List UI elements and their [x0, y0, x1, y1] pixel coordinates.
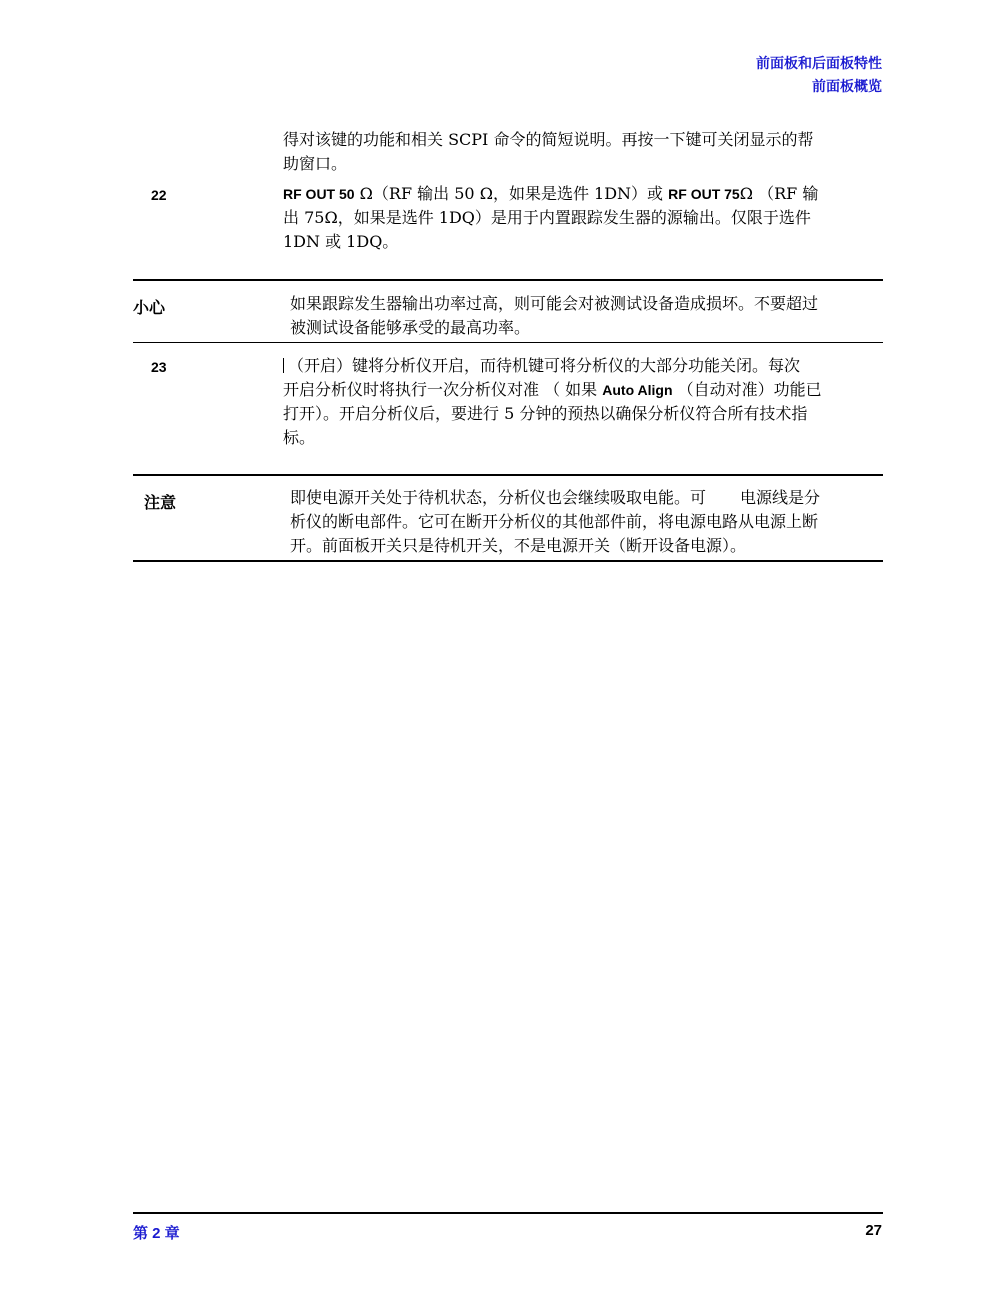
- caution-line-2: 被测试设备能够承受的最高功率。: [290, 318, 531, 337]
- item-23-line-2: 开启分析仪时将执行一次分析仪对准 （ 如果 Auto Align （自动对准）功能已: [283, 380, 822, 399]
- rf-out-50-label: RF OUT 50: [283, 186, 355, 202]
- intro-line-1: 得对该键的功能和相关 SCPI 命令的简短说明。再按一下键可关闭显示的帮: [283, 130, 814, 149]
- note-line-2: 析仪的断电部件。它可在断开分析仪的其他部件前，将电源电路从电源上断: [290, 512, 819, 531]
- note-line-1: 即使电源开关处于待机状态，分析仪也会继续吸取电能。可 电源线是分: [290, 488, 821, 507]
- rf-out-50-text: Ω（RF 输出 50 Ω，如果是选件 1DN）或: [354, 184, 669, 203]
- item-22-line-3: 1DN 或 1DQ。: [283, 232, 399, 251]
- caution-line-1: 如果跟踪发生器输出功率过高，则可能会对被测试设备造成损坏。不要超过: [290, 294, 819, 313]
- note-line-3: 开。前面板开关只是待机开关，不是电源开关（断开设备电源）。: [290, 536, 747, 555]
- footer-rule: [133, 1212, 883, 1214]
- note-top-rule: [133, 474, 883, 476]
- note-label: 注意: [144, 495, 177, 512]
- running-header: [756, 52, 882, 98]
- item-23-number: 23: [151, 359, 167, 375]
- item-23-line-1: （开启）键将分析仪开启，而待机键可将分析仪的大部分功能关闭。每次: [283, 354, 883, 378]
- item-23-line-4: 标。: [283, 428, 316, 447]
- caution-label: 小心: [133, 300, 166, 317]
- item-22-number: 22: [151, 187, 167, 203]
- power-on-symbol-icon: [283, 358, 284, 373]
- auto-align-label: Auto Align: [602, 382, 673, 398]
- caution-text: [290, 292, 884, 340]
- item-22-line-1: [283, 182, 883, 206]
- caution-bottom-rule: [133, 342, 883, 343]
- item-23-description: [283, 354, 883, 450]
- item-22-description: [283, 182, 883, 254]
- note-bottom-rule: [133, 560, 883, 562]
- rf-out-75-label: RF OUT 75: [668, 186, 740, 202]
- header-section-title: 前面板和后面板特性: [756, 55, 882, 71]
- footer-chapter: 第 2 章: [133, 1225, 180, 1242]
- footer-page-number: 27: [865, 1222, 882, 1239]
- header-subsection-title: 前面板概览: [812, 78, 882, 94]
- item-22-line-2: 出 75Ω，如果是选件 1DQ）是用于内置跟踪发生器的源输出。仅限于选件: [283, 208, 811, 227]
- item-23-line-3: 打开）。开启分析仪后，要进行 5 分钟的预热以确保分析仪符合所有技术指: [283, 404, 808, 423]
- intro-line-2: 助窗口。: [283, 154, 348, 173]
- intro-paragraph: [283, 128, 883, 176]
- rf-out-75-text: Ω （RF 输: [739, 184, 819, 203]
- caution-top-rule: [133, 279, 883, 281]
- note-text: [290, 486, 884, 558]
